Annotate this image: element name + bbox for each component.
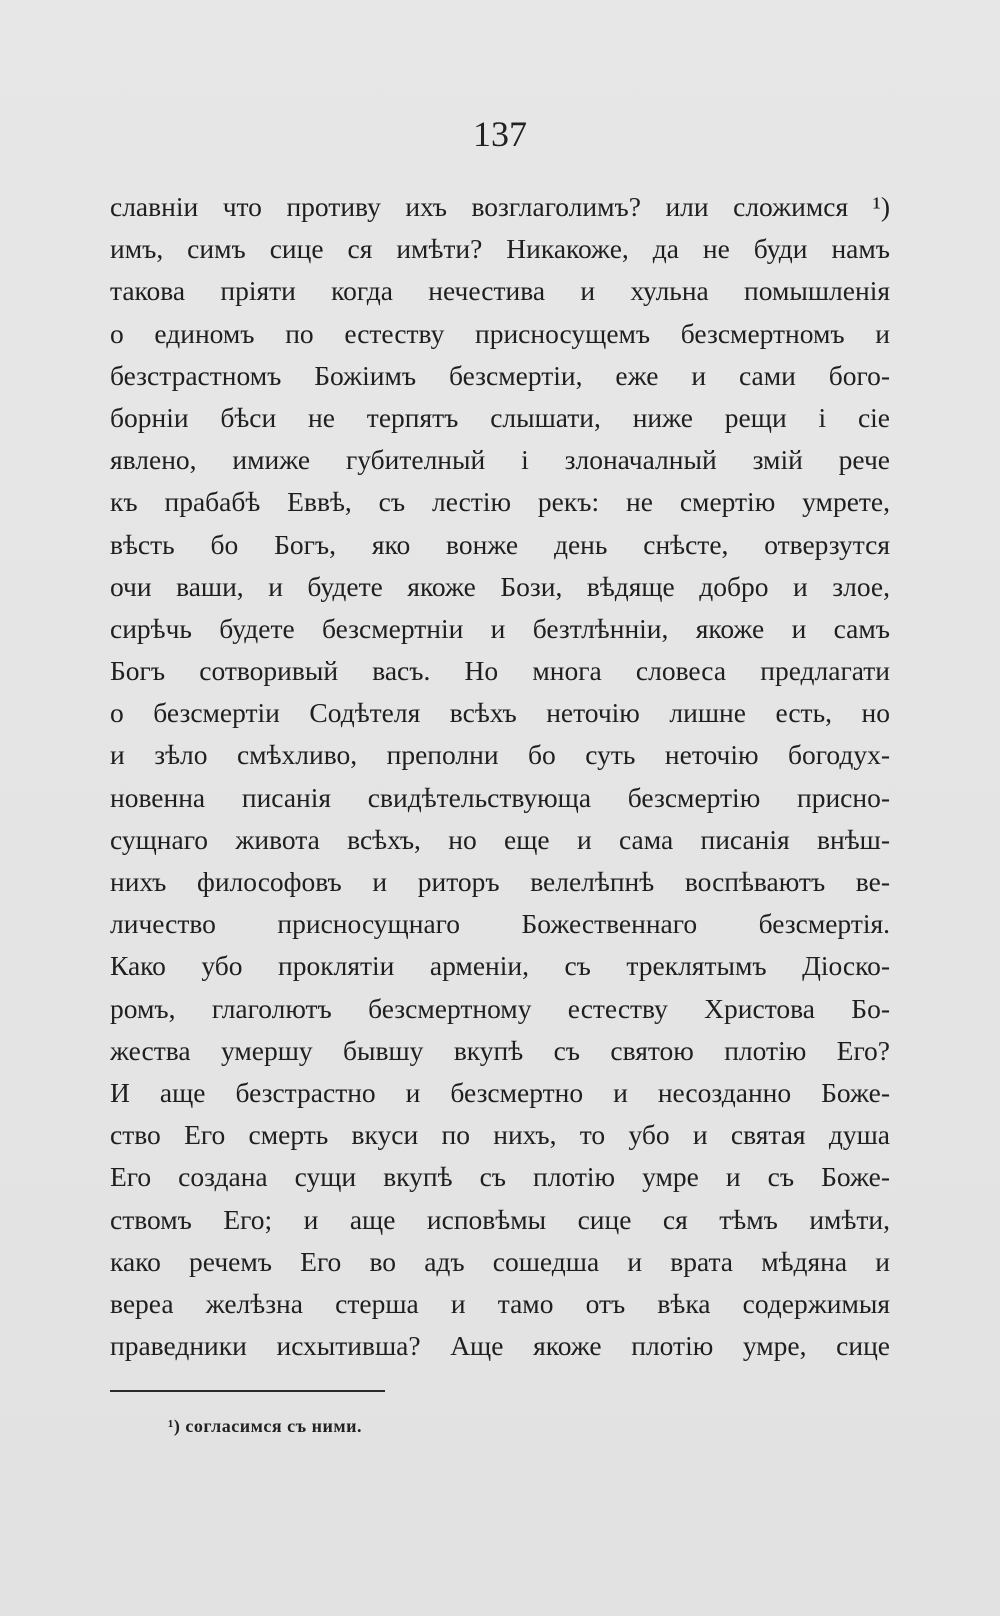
text-line: такова пріяти когда нечестива и хульна помышленія <box>110 275 890 307</box>
text-line: Его создана сущи вкупѣ съ плотію умре и съ Боже- <box>110 1161 890 1193</box>
text-line: сирѣчь будете безсмертніи и безтлѣнніи, якоже и самъ <box>110 612 890 644</box>
text-line: славніи что противу ихъ возглаголимъ? или сложимся ¹) <box>110 191 890 222</box>
text-line: праведники исхытивша? Аще якоже плотію умре, сице <box>110 1330 890 1362</box>
text-line: безстрастномъ Божіимъ безсмертіи, еже и сами бого- <box>110 359 890 391</box>
footnote-divider <box>110 1390 385 1392</box>
text-line: новенна писанія свидѣтельствующа безсмертію присно- <box>110 781 890 813</box>
page-number: 137 <box>473 114 527 154</box>
text-line: о единомъ по естеству присносущемъ безсмертномъ и <box>110 317 890 349</box>
text-line: Како убо проклятіи арменіи, съ треклятымъ Діоско- <box>110 950 890 982</box>
text-line: жества умершу бывшу вкупѣ съ святою плотію Его? <box>110 1034 890 1066</box>
text-line: борніи бѣси не терпятъ слышати, ниже рещи і сіе <box>110 401 890 433</box>
text-line: ромъ, глаголютъ безсмертному естеству Христова Бо- <box>110 992 890 1024</box>
text-line: Богъ сотворивый васъ. Но многа словеса предлагати <box>110 655 890 687</box>
text-line: сущнаго живота всѣхъ, но еще и сама писанія внѣш- <box>110 823 890 855</box>
text-line: имъ, симъ сице ся имѣти? Никакоже, да не буди намъ <box>110 233 890 265</box>
text-line: ство Его смерть вкуси по нихъ, то убо и святая душа <box>110 1119 890 1151</box>
text-line: къ прабабѣ Еввѣ, съ лестію рекъ: не смертію умрете, <box>110 486 890 518</box>
text-line: вѣсть бо Богъ, яко вонже день снѣсте, отверзутся <box>110 528 890 560</box>
body-text <box>110 186 890 1367</box>
text-line: вереа желѣзна стерша и тамо отъ вѣка содержимыя <box>110 1287 890 1319</box>
text-line: личество присносущнаго Божественнаго безсмертія. <box>110 908 890 940</box>
text-line: И аще безстрастно и безсмертно и несозданно Боже- <box>110 1076 890 1108</box>
footnote: ¹) согласимся съ ними. <box>168 1416 362 1436</box>
text-line: и зѣло смѣхливо, преполни бо суть неточію богодух- <box>110 739 890 771</box>
text-line: како речемъ Его во адъ сошедша и врата мѣдяна и <box>110 1245 890 1277</box>
text-line: ствомъ Его; и аще исповѣмы сице ся тѣмъ имѣти, <box>110 1203 890 1235</box>
text-line: нихъ философовъ и риторъ велелѣпнѣ воспѣваютъ ве- <box>110 866 890 897</box>
text-line: о безсмертіи Содѣтеля всѣхъ неточію лишне есть, но <box>110 697 890 729</box>
text-line: очи ваши, и будете якоже Бози, вѣдяще добро и злое, <box>110 570 890 602</box>
text-line: явлено, имиже губителный і злоначалный змій рече <box>110 444 890 476</box>
